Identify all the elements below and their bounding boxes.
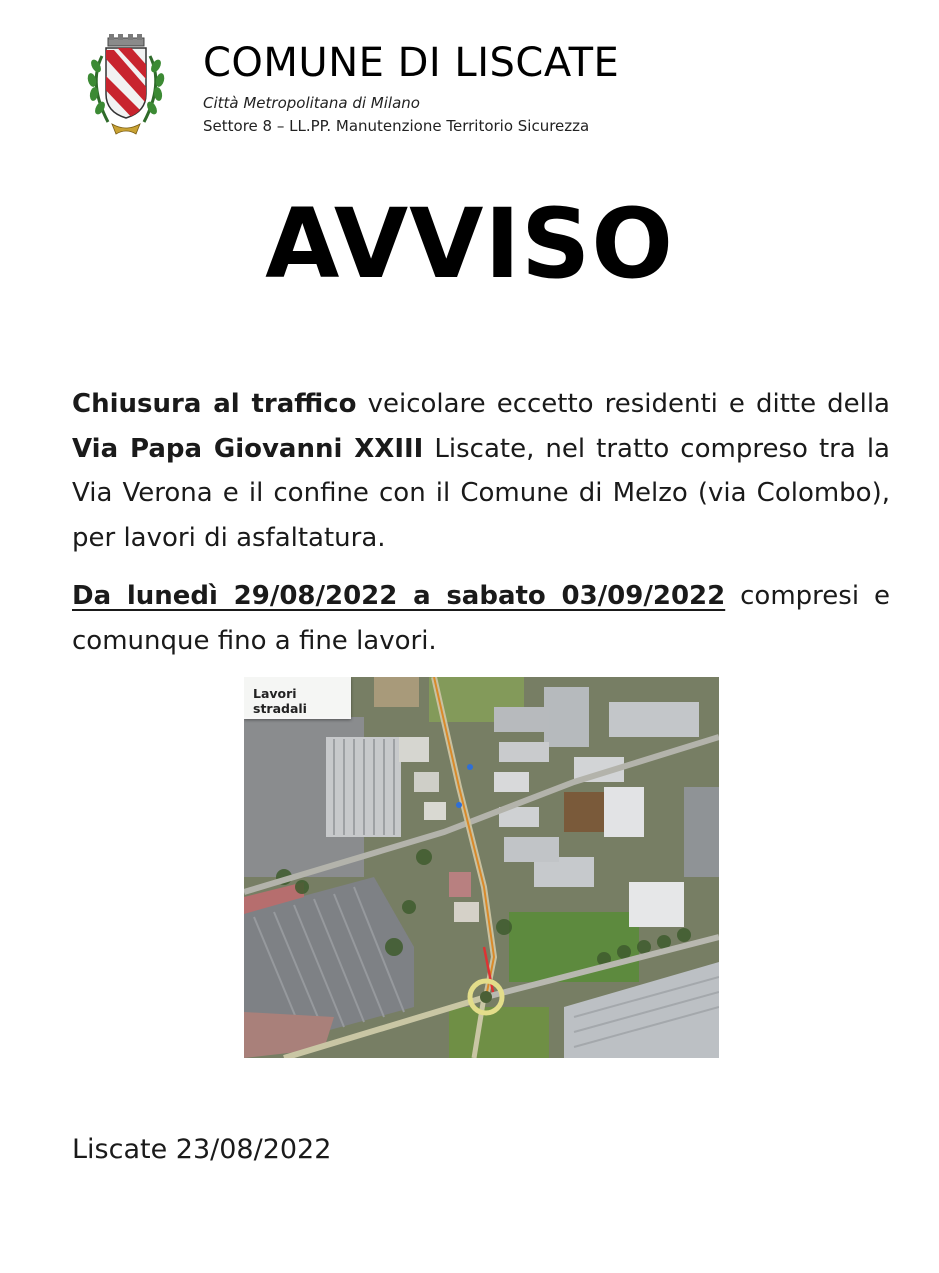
place-and-date: Liscate 23/08/2022 bbox=[72, 1134, 332, 1165]
municipal-crest bbox=[78, 34, 174, 142]
sector-subtitle: Settore 8 – LL.PP. Manutenzione Territorio Sicurezza bbox=[203, 117, 590, 135]
dates-paragraph bbox=[72, 574, 890, 663]
coat-of-arms-icon bbox=[78, 34, 174, 142]
municipality-title: COMUNE DI LISCATE bbox=[203, 40, 620, 86]
satellite-map-image bbox=[244, 677, 719, 1058]
street-name-bold: Via Papa Giovanni XXIII bbox=[72, 433, 424, 464]
notice-heading: AVVISO bbox=[265, 188, 674, 300]
closure-text-1: veicolare eccetto residenti e ditte della bbox=[356, 389, 890, 419]
map-label: Lavori stradali bbox=[244, 677, 351, 719]
closure-dates: Da lunedì 29/08/2022 a sabato 03/09/2022 bbox=[72, 581, 726, 611]
closure-paragraph bbox=[72, 382, 890, 560]
closure-bold-text: Chiusura al traffico bbox=[72, 389, 357, 419]
satellite-map bbox=[244, 677, 719, 1058]
metropolitan-city-subtitle: Città Metropolitana di Milano bbox=[203, 94, 420, 112]
closure-text-2: Liscate, nel tratto compreso tra la Via Verona e il confine con il Comune di Melzo (via Colombo), per lavori di asfaltatura. bbox=[72, 433, 890, 553]
dates-text: compresi e comunque fino a fine lavori. bbox=[72, 581, 890, 656]
